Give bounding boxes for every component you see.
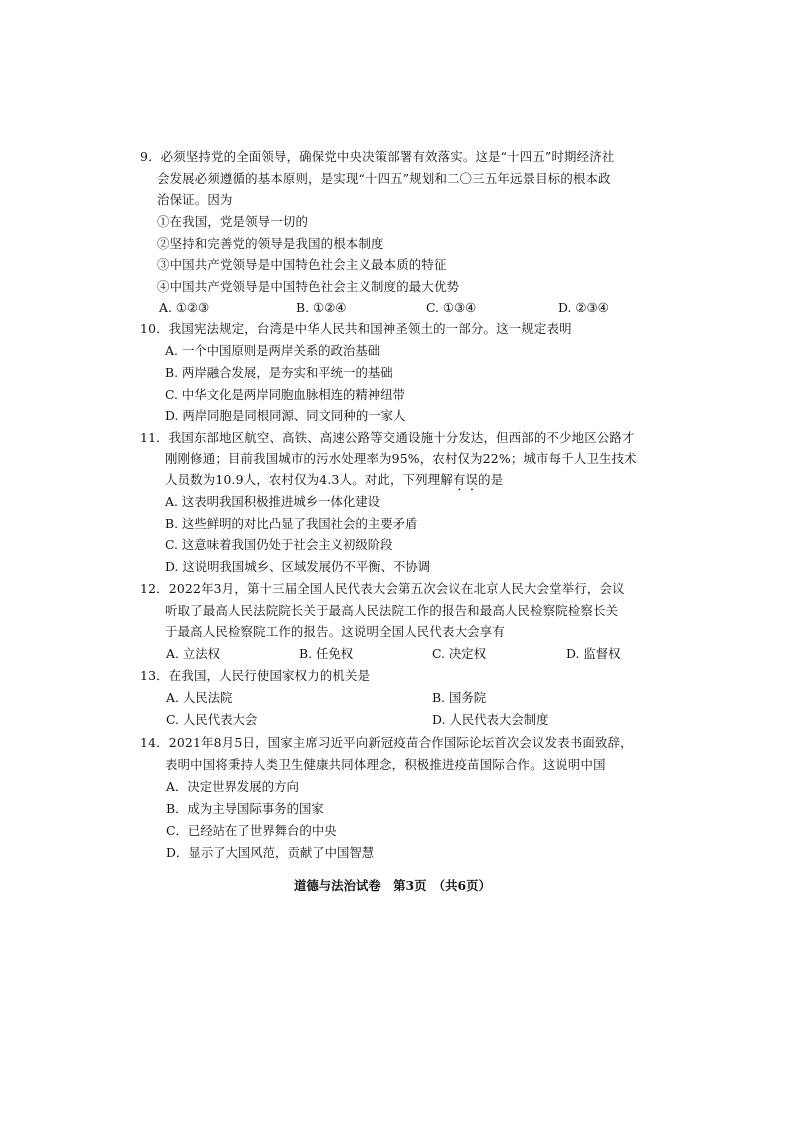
q14-option-d: D．显示了大国风范，贡献了中国智慧 (166, 845, 375, 860)
page-footer: 道德与法治试卷 第3页 （共6页） (294, 878, 491, 893)
q14-option-a: A．决定世界发展的方向 (166, 779, 299, 794)
q9-option-b: B. ①②④ (296, 300, 347, 315)
q11-option-b: B. 这些鲜明的对比凸显了我国社会的主要矛盾 (165, 516, 418, 531)
q14-stem-line-1: 14．2021年8月5日，国家主席习近平向新冠疫苗合作国际论坛首次会议发表书面致辞， (140, 735, 633, 750)
q11-option-a: A. 这表明我国积极推进城乡一体化建设 (165, 494, 381, 509)
q14-stem-line-2: 表明中国将秉持人类卫生健康共同体理念，积极推进疫苗国际合作。这说明中国 (165, 757, 606, 772)
q12-stem-line-3: 于最高人民检察院工作的报告。这说明全国人民代表大会享有 (165, 624, 505, 639)
q9-option-c: C. ①③④ (426, 300, 477, 315)
q12-option-b: B. 任免权 (299, 646, 354, 661)
q14-option-c: C．已经站在了世界舞台的中央 (166, 823, 337, 838)
q11-emphasis-text: 有误 (452, 472, 479, 487)
q11-stem-line-2: 刚刚修通；目前我国城市的污水处理率为95%，农村仅为22%；城市每千人卫生技术 (165, 451, 637, 466)
q9-option-d: D. ②③④ (558, 300, 609, 315)
q9-option-a: A. ①②③ (159, 300, 210, 315)
q11-line3-suffix: 的是 (478, 472, 504, 487)
q9-stem-line-2: 会发展必须遵循的基本原则，是实现“十四五”规划和二〇三五年远景目标的根本政 (157, 171, 611, 186)
q11-option-c: C. 这意味着我国仍处于社会主义初级阶段 (165, 537, 393, 552)
q12-stem-line-1: 12．2022年3月，第十三届全国人民代表大会第五次会议在北京人民大会堂举行，会议 (140, 581, 625, 596)
q9-stem-line-3: 治保证。因为 (157, 192, 233, 207)
q11-stem-line-3 (165, 471, 503, 494)
q13-option-a: A. 人民法院 (166, 690, 233, 705)
q13-option-b: B. 国务院 (432, 690, 487, 705)
q9-stem-line-1: 9．必须坚持党的全面领导，确保党中央决策部署有效落实。这是“十四五”时期经济社 (140, 149, 615, 164)
q13-option-c: C. 人民代表大会 (166, 712, 258, 727)
q10-option-c: C. 中华文化是两岸同胞血脉相连的精神纽带 (165, 387, 405, 402)
q10-option-a: A. 一个中国原则是两岸关系的政治基础 (165, 343, 381, 358)
q11-stem-line-1: 11．我国东部地区航空、高铁、高速公路等交通设施十分发达，但西部的不少地区公路才 (140, 430, 635, 445)
q10-stem: 10．我国宪法规定，台湾是中华人民共和国神圣领土的一部分。这一规定表明 (140, 321, 572, 336)
q12-option-a: A. 立法权 (166, 646, 220, 661)
q9-item-4: ④中国共产党领导是中国特色社会主义制度的最大优势 (157, 279, 460, 294)
q14-option-b: B．成为主导国际事务的国家 (166, 801, 324, 816)
q11-line3-prefix: 人员数为10.9人，农村仅为4.3人。对此，下列理解 (165, 472, 453, 487)
q13-stem: 13．在我国，人民行使国家权力的机关是 (140, 668, 371, 683)
q13-option-d: D. 人民代表大会制度 (432, 712, 549, 727)
q12-stem-line-2: 听取了最高人民法院院长关于最高人民法院工作的报告和最高人民检察院检察长关 (165, 603, 619, 618)
q10-option-b: B. 两岸融合发展，是夯实和平统一的基础 (165, 365, 393, 380)
q11-option-d: D. 这说明我国城乡、区域发展仍不平衡、不协调 (165, 559, 431, 574)
q9-item-3: ③中国共产党领导是中国特色社会主义最本质的特征 (157, 257, 447, 272)
q9-item-2: ②坚持和完善党的领导是我国的根本制度 (157, 236, 384, 251)
q12-option-d: D. 监督权 (566, 646, 621, 661)
q9-item-1: ①在我国，党是领导一切的 (157, 214, 309, 229)
q10-option-d: D. 两岸同胞是同根同源、同文同种的一家人 (165, 408, 406, 423)
q12-option-c: C. 决定权 (432, 646, 487, 661)
